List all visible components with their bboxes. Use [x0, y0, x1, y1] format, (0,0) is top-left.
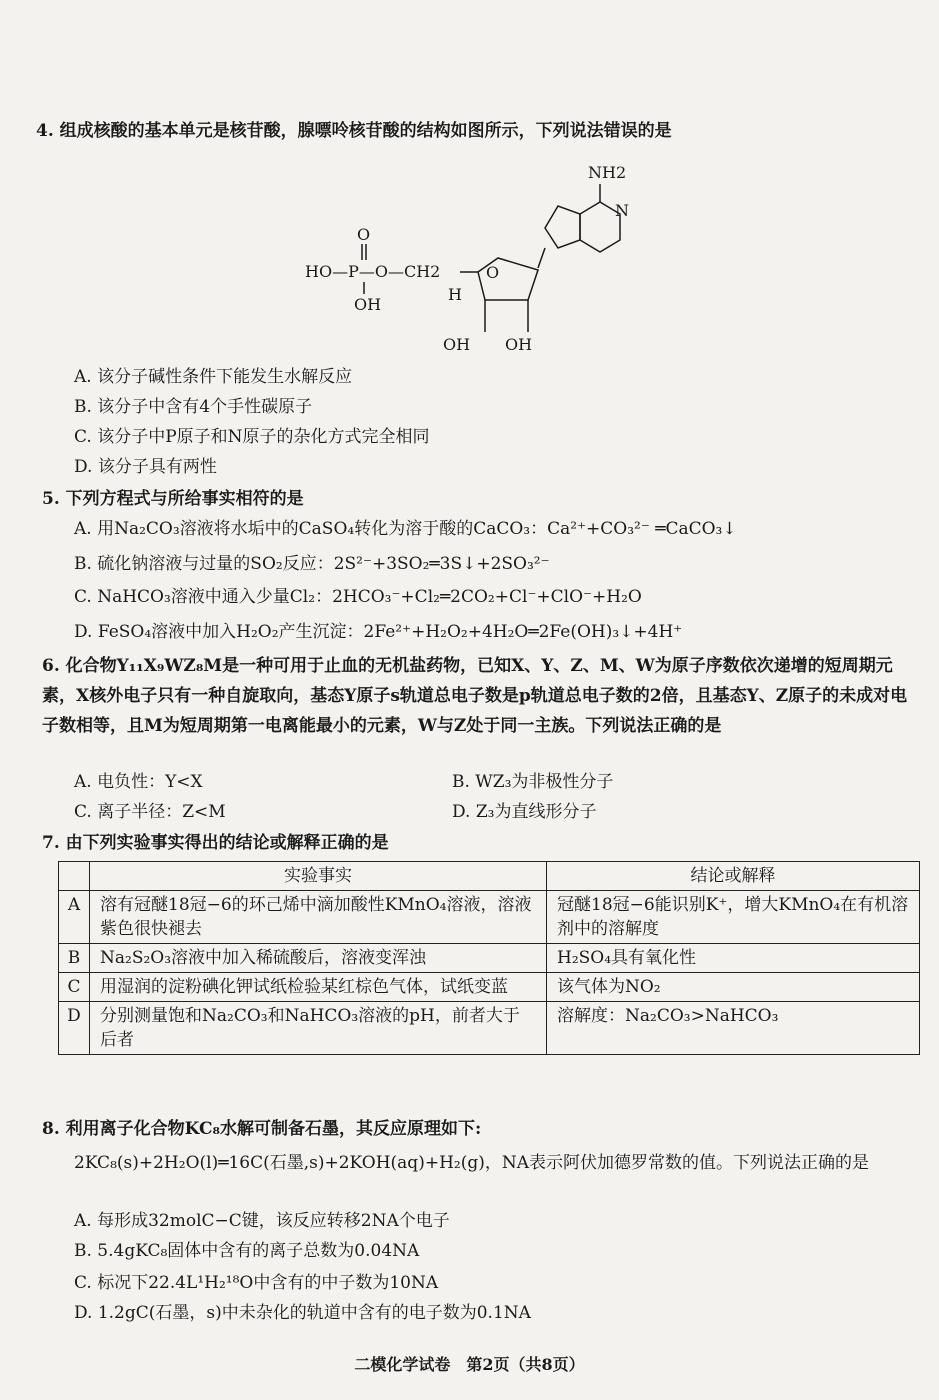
row-fact: Na₂S₂O₃溶液中加入稀硫酸后，溶液变浑浊: [90, 944, 547, 973]
p-oh-label: OH: [354, 295, 382, 314]
q8-stem: 8. 利用离子化合物KC₈水解可制备石墨，其反应原理如下:: [42, 1119, 482, 1139]
q7-table: [58, 861, 920, 1055]
table-header-fact: 实验事实: [90, 862, 547, 891]
q4-option-d: D. 该分子具有两性: [74, 457, 217, 477]
oh-c2-label: OH: [505, 335, 533, 354]
table-header-row: [59, 862, 920, 891]
table-row: [59, 1002, 920, 1055]
row-conclusion: 该气体为NO₂: [547, 973, 920, 1002]
q4-option-c: C. 该分子中P原子和N原子的杂化方式完全相同: [74, 427, 430, 447]
row-key: C: [59, 973, 90, 1002]
row-key: D: [59, 1002, 90, 1055]
q6-option-b: B. WZ₃为非极性分子: [452, 772, 614, 792]
adenosine-monophosphate-structure: [300, 160, 640, 360]
row-fact: 分别测量饱和Na₂CO₃和NaHCO₃溶液的pH，前者大于后者: [90, 1002, 547, 1055]
table-header-key: [59, 862, 90, 891]
row-fact: 溶有冠醚18冠−6的环己烯中滴加酸性KMnO₄溶液，溶液紫色很快褪去: [90, 891, 547, 944]
table-header-conclusion: 结论或解释: [547, 862, 920, 891]
q5-option-d: D. FeSO₄溶液中加入H₂O₂产生沉淀：2Fe²⁺+H₂O₂+4H₂O═2Fe(OH)₃↓+4H⁺: [74, 622, 683, 642]
q6-option-a: A. 电负性：Y<X: [74, 772, 203, 792]
p-oxo-label: O: [357, 225, 371, 244]
q6-stem: 6. 化合物Y₁₁X₉WZ₈M是一种可用于止血的无机盐药物，已知X、Y、Z、M、W为原子序数依次递增的短周期元素，X核外电子只有一种自旋取向，基态Y原子s轨道总电子数是p轨道总电子数的2倍，且基态Y、Z原子的未成对电子数相等，且M为短周期第一电离能最小的元素，W与Z处于同一主族。下列说法正确的是: [42, 656, 908, 736]
row-conclusion: 冠醚18冠−6能识别K⁺，增大KMnO₄在有机溶剂中的溶解度: [547, 891, 920, 944]
q4-stem: 4. 组成核酸的基本单元是核苷酸，腺嘌呤核苷酸的结构如图所示，下列说法错误的是: [36, 121, 672, 141]
q8-option-c: C. 标况下22.4L¹H₂¹⁸O中含有的中子数为10NA: [74, 1273, 439, 1293]
row-key: A: [59, 891, 90, 944]
row-fact: 用湿润的淀粉碘化钾试纸检验某红棕色气体，试纸变蓝: [90, 973, 547, 1002]
q6-option-d: D. Z₃为直线形分子: [452, 802, 597, 822]
page-footer: 二模化学试卷 第2页（共8页）: [354, 1355, 585, 1374]
table-row: [59, 944, 920, 973]
n-label: N: [615, 201, 629, 220]
q7-stem: 7. 由下列实验事实得出的结论或解释正确的是: [42, 833, 389, 853]
row-conclusion: H₂SO₄具有氧化性: [547, 944, 920, 973]
q4-option-b: B. 该分子中含有4个手性碳原子: [74, 397, 313, 417]
q8-equation: 2KC₈(s)+2H₂O(l)═16C(石墨,s)+2KOH(aq)+H₂(g)，NA表示阿伏加德罗常数的值。下列说法正确的是: [74, 1153, 870, 1173]
q5-stem: 5. 下列方程式与所给事实相符的是: [42, 489, 304, 509]
table-row: [59, 891, 920, 944]
oh-c3-label: OH: [443, 335, 471, 354]
q8-option-a: A. 每形成32molC−C键，该反应转移2NA个电子: [74, 1211, 450, 1231]
h-label: H: [448, 285, 462, 304]
q8-option-d: D. 1.2gC(石墨，s)中未杂化的轨道中含有的电子数为0.1NA: [74, 1303, 531, 1323]
q5-option-b: B. 硫化钠溶液与过量的SO₂反应：2S²⁻+3SO₂═3S↓+2SO₃²⁻: [74, 554, 550, 574]
q8-option-b: B. 5.4gKC₈固体中含有的离子总数为0.04NA: [74, 1241, 420, 1261]
nh2-label: NH2: [588, 163, 627, 182]
phosphate-chain-label: HO—P—O—CH2: [305, 262, 441, 281]
row-conclusion: 溶解度：Na₂CO₃>NaHCO₃: [547, 1002, 920, 1055]
q5-option-c: C. NaHCO₃溶液中通入少量Cl₂：2HCO₃⁻+Cl₂═2CO₂+Cl⁻+ClO⁻+H₂O: [74, 587, 642, 607]
table-row: [59, 973, 920, 1002]
q5-option-a: A. 用Na₂CO₃溶液将水垢中的CaSO₄转化为溶于酸的CaCO₃：Ca²⁺+CO₃²⁻ ═CaCO₃↓: [74, 519, 737, 539]
q6-option-c: C. 离子半径：Z<M: [74, 802, 226, 822]
q4-option-a: A. 该分子碱性条件下能发生水解反应: [74, 367, 353, 387]
row-key: B: [59, 944, 90, 973]
ring-o-label: O: [486, 263, 500, 282]
